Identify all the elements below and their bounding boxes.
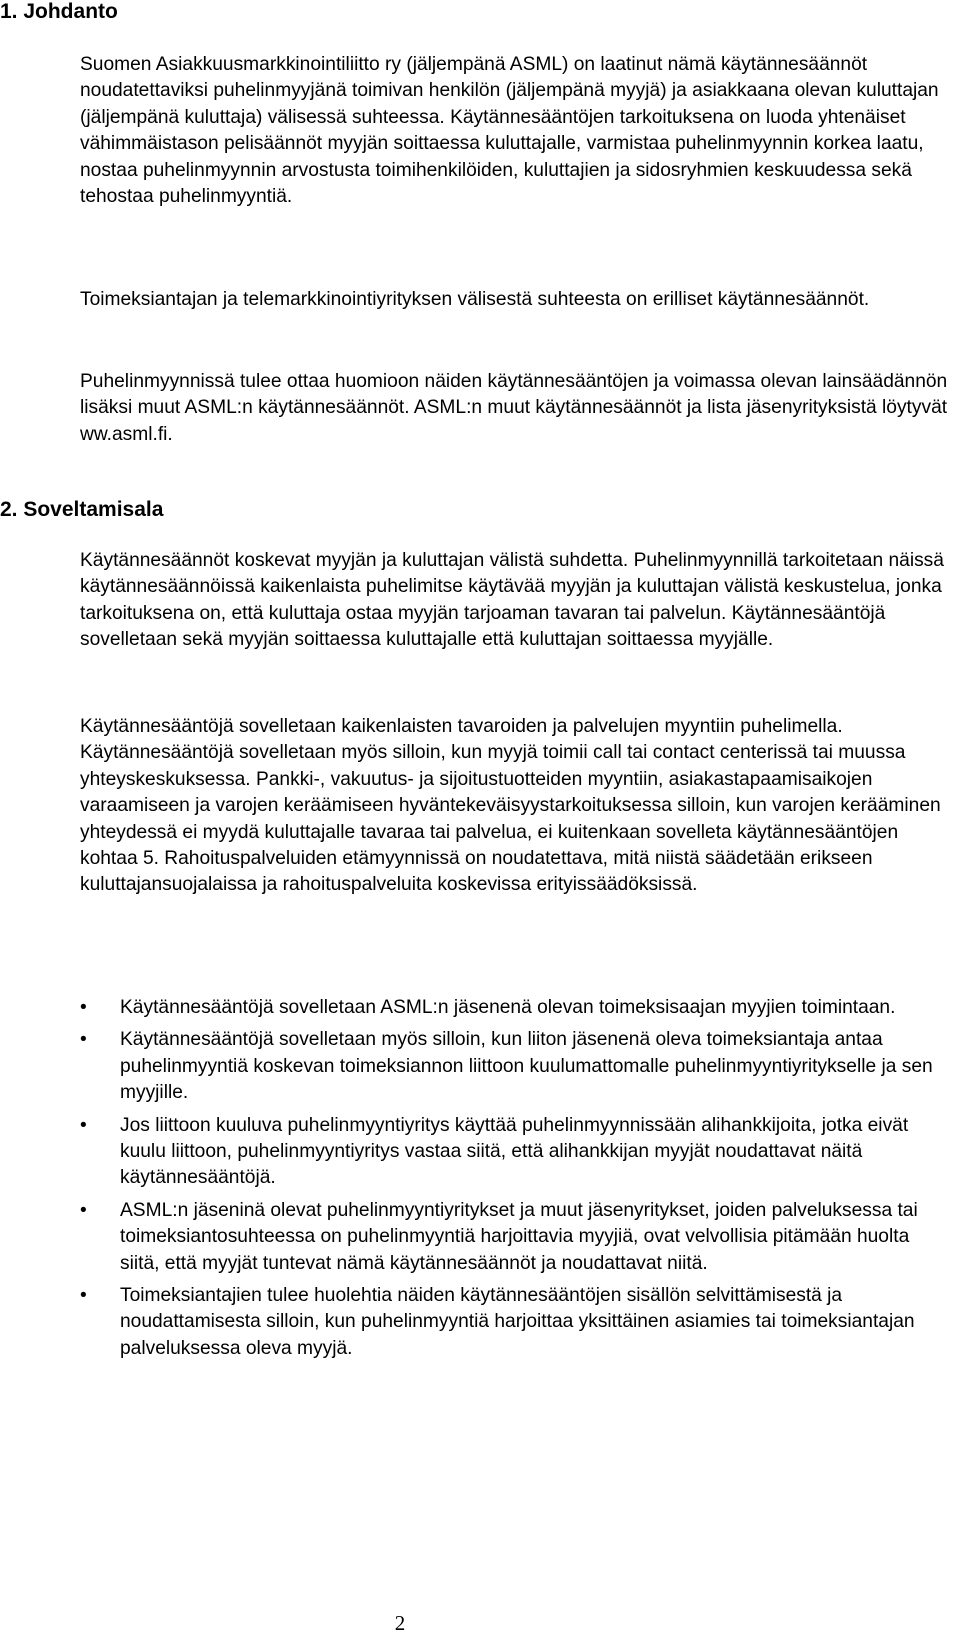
list-item-text: ASML:n jäseninä olevat puhelinmyyntiyritykset ja muut jäsenyritykset, joiden palveluksessa tai toimeksiantosuhteessa on puhelinmyyntiä harjoittavia myyjiä, ovat velvollisia pitämään huolta siitä, että myyjät tuntevat nämä käytännesäännöt ja noudattavat niitä. bbox=[120, 1199, 918, 1274]
list-item bbox=[0, 1027, 960, 1106]
bullet-icon: • bbox=[80, 1029, 87, 1051]
application-paragraph: Käytännesääntöjä sovelletaan kaikenlaisten tavaroiden ja palvelujen myyntiin puhelimella. Käytännesääntöjä sovelletaan myös silloin, kun myyjä toimii call tai contact centerissä tai muussa yhteyskeskuksessa. Pankki-, vakuutus- ja sijoitustuotteiden myyntiin, asiakastapaamisaikojen varaamiseen ja varojen keräämiseen hyväntekeväisyystarkoituksessa silloin, kun varojen kerääminen yhteydessä ei myydä kuluttajalle tavaraa tai palvelua, ei kuitenkaan sovelleta käytännesääntöjen kohtaa 5. Rahoituspalveluiden etämyynnissä on noudatettava, mitä niistä säädetään erikseen kuluttajansuojalaissa ja rahoituspalveluita koskevissa erityissäädöksissä. bbox=[80, 716, 941, 896]
bullet-icon: • bbox=[80, 1199, 87, 1221]
list-item-text: Käytännesääntöjä sovelletaan ASML:n jäsenenä olevan toimeksisaajan myyjien toimintaan. bbox=[120, 997, 896, 1018]
list-item bbox=[0, 995, 960, 1021]
list-item bbox=[0, 1283, 960, 1362]
list-item-text: Jos liittoon kuuluva puhelinmyyntiyritys käyttää puhelinmyynnissään alihankkijoita, jotka eivät kuulu liittoon, puhelinmyyntiyritys vastaa siitä, että alihankkijan myyjät noudattavat näitä käytännesääntöjä. bbox=[120, 1114, 909, 1189]
list-item bbox=[0, 1198, 960, 1277]
bullet-icon: • bbox=[80, 1114, 87, 1136]
list-item bbox=[0, 1113, 960, 1192]
section-heading-scope: 2. Soveltamisala bbox=[0, 498, 164, 521]
list-item-text: Toimeksiantajien tulee huolehtia näiden käytännesääntöjen sisällön selvittämisestä ja noudattamisesta silloin, kun puhelinmyyntiä harjoittaa yksittäinen asiamies tai toimeksiantajan palveluksessa oleva myyjä. bbox=[120, 1285, 915, 1359]
section-heading-introduction: 1. Johdanto bbox=[0, 0, 118, 23]
bullet-icon: • bbox=[80, 997, 87, 1018]
page-number: 2 bbox=[394, 1611, 406, 1635]
intro-paragraph: Suomen Asiakkuusmarkkinointiliitto ry (jäljempänä ASML) on laatinut nämä käytännesäännöt noudatettaviksi puhelinmyyjänä toimivan henkilön (jäljempänä myyjä) ja asiakkaana olevan kuluttajan (jäljempänä kuluttaja) välisessä suhteessa. Käytännesääntöjen tarkoituksena on luoda yhtenäiset vähimmäistason pelisäännöt myyjän soittaessa kuluttajalle, varmistaa puhelinmyynnin korkea laatu, nostaa puhelinmyynnin arvostusta toimihenkilöiden, kuluttajien ja sidosryhmien keskuudessa sekä tehostaa puhelinmyyntiä. bbox=[80, 54, 939, 208]
separate-rules-paragraph: Toimeksiantajan ja telemarkkinointiyrityksen välisestä suhteesta on erilliset käytännesäännöt. bbox=[80, 289, 870, 310]
bullet-icon: • bbox=[80, 1285, 87, 1307]
other-rules-paragraph: Puhelinmyynnissä tulee ottaa huomioon näiden käytännesääntöjen ja voimassa olevan lainsäädännön lisäksi muut ASML:n käytännesäännöt. ASML:n muut käytännesäännöt ja lista jäsenyrityksistä löytyvät ww.asml.fi. bbox=[80, 371, 948, 445]
list-item-text: Käytännesääntöjä sovelletaan myös silloin, kun liiton jäsenenä oleva toimeksiantaja antaa puhelinmyyntiä koskevan toimeksiannon liittoon kuulumattomalle puhelinmyyntiyritykselle ja sen myyjille. bbox=[120, 1029, 933, 1104]
scope-paragraph: Käytännesäännöt koskevat myyjän ja kuluttajan välistä suhdetta. Puhelinmyynnillä tarkoitetaan näissä käytännesäännöissä kaikenlaista puhelimitse käytävää myyjän ja kuluttajan välistä keskustelua, jonka tarkoituksena on, että kuluttaja ostaa myyjän tarjoaman tavaran tai palvelun. Käytännesääntöjä sovelletaan sekä myyjän soittaessa kuluttajalle että kuluttajan soittaessa myyjälle. bbox=[80, 550, 944, 651]
scope-bullet-list bbox=[0, 995, 960, 1368]
